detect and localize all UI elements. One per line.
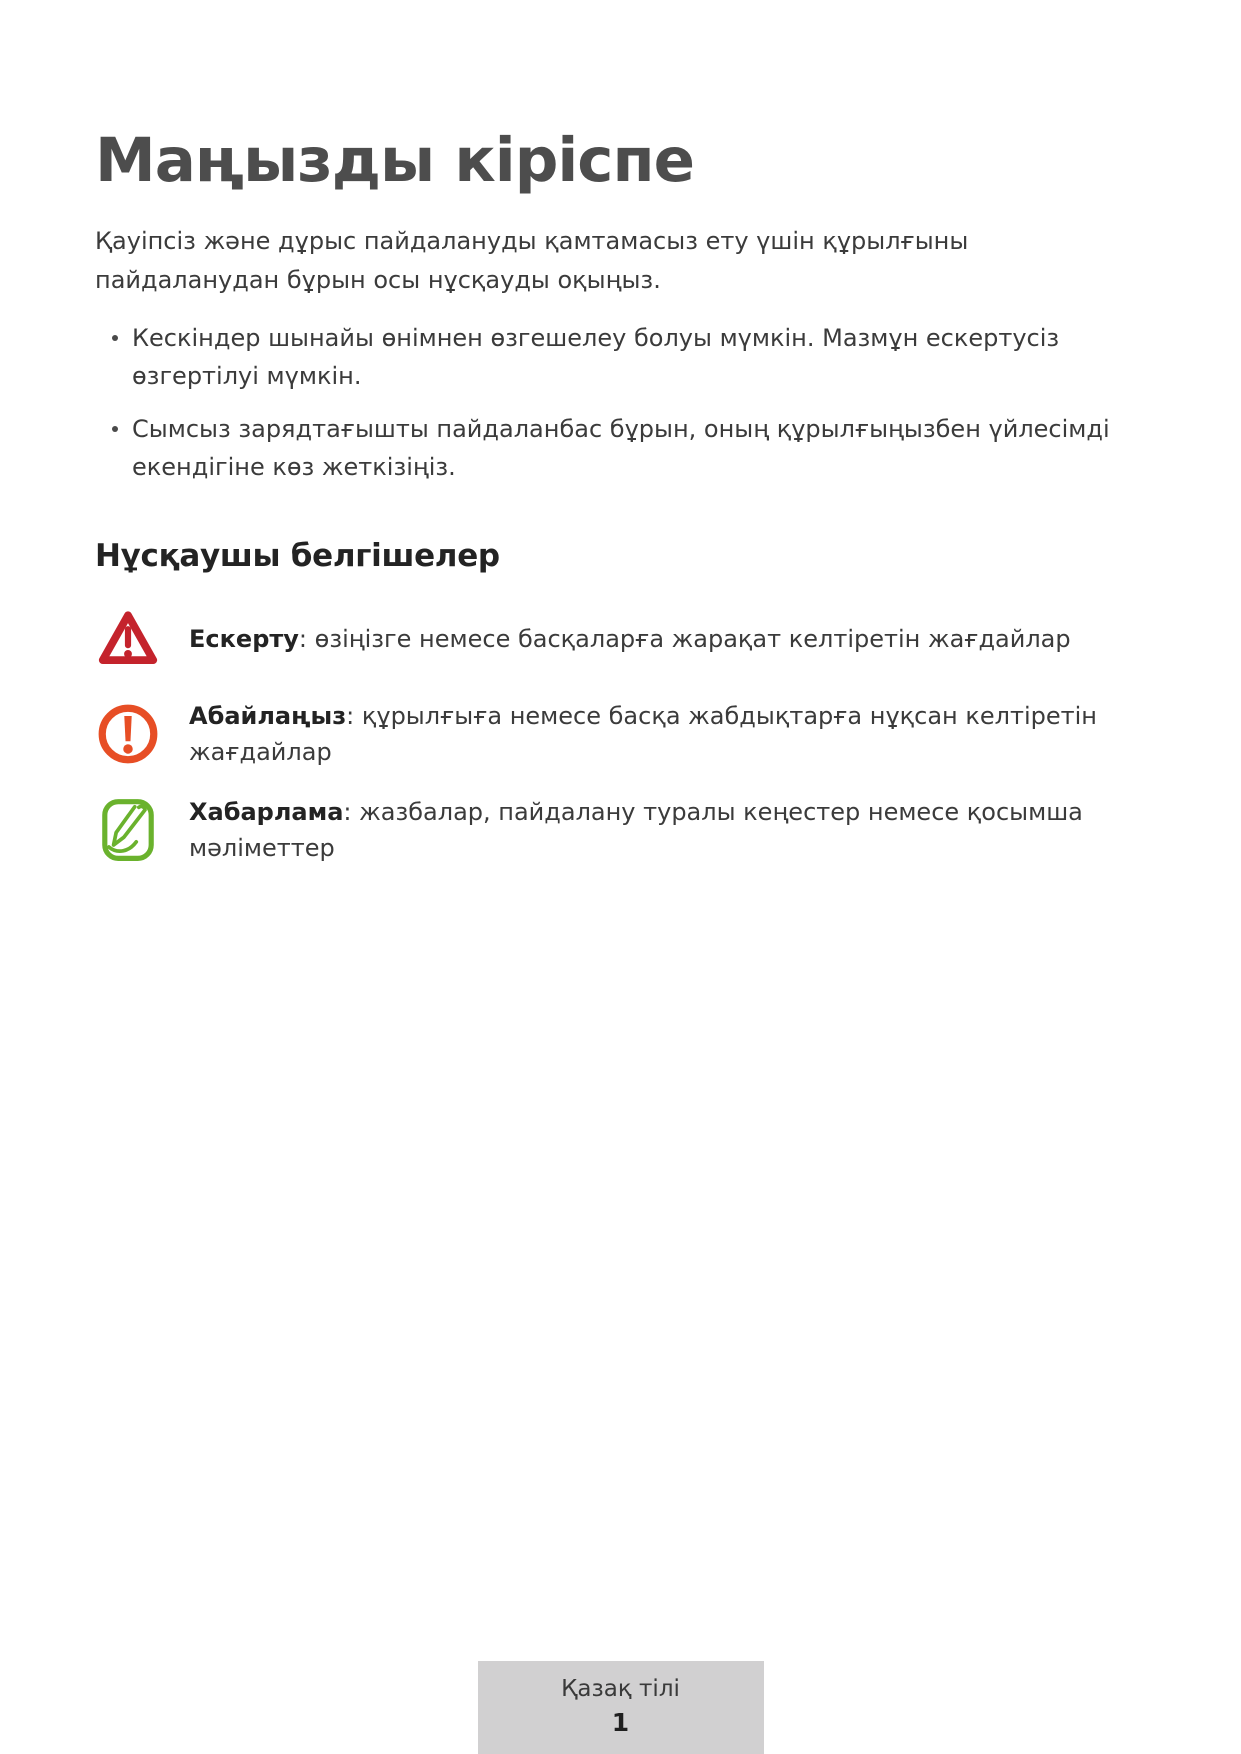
legend-term: Хабарлама — [189, 798, 344, 827]
legend-term: Абайлаңыз — [189, 702, 347, 731]
legend-row-note — [95, 794, 1146, 866]
legend-desc: : өзіңізге немесе басқаларға жарақат келтіретін жағдайлар — [298, 625, 1071, 654]
legend-text — [189, 621, 1071, 657]
legend-term: Ескерту — [189, 625, 299, 654]
notes-list — [95, 319, 1146, 487]
legend-text — [189, 698, 1146, 770]
warning-triangle-icon — [95, 606, 161, 672]
legend-row-caution — [95, 698, 1146, 770]
note-pencil-icon — [95, 797, 161, 863]
intro-paragraph: Қауіпсіз және дұрыс пайдалануды қамтамасыз ету үшін құрылғыны пайдаланудан бұрын осы нұсқауды оқыңыз. — [95, 227, 969, 294]
legend-desc: : құрылғыға немесе басқа жабдықтарға нұқсан келтіретін жағдайлар — [189, 702, 1097, 767]
list-item: Сымсыз зарядтағышты пайдаланбас бұрын, оның құрылғыңызбен үйлесімді екендігіне көз жеткізіңіз. — [95, 410, 1146, 487]
icon-legend — [95, 604, 1146, 866]
footer-page-number: 1 — [611, 1708, 630, 1737]
page-footer — [478, 1661, 764, 1754]
section-heading: Нұсқаушы белгішелер — [95, 538, 500, 575]
list-item: Кескіндер шынайы өнімнен өзгешелеу болуы мүмкін. Мазмұн ескертусіз өзгертілуі мүмкін. — [95, 319, 1146, 396]
caution-circle-icon — [95, 701, 161, 767]
page-content — [0, 0, 1241, 866]
legend-desc: : жазбалар, пайдалану туралы кеңестер немесе қосымша мәліметтер — [189, 798, 1083, 863]
legend-text — [189, 794, 1146, 866]
legend-row-warning — [95, 604, 1146, 674]
page-title: Маңызды кіріспе — [95, 125, 694, 196]
footer-language-label: Қазақ тілі — [561, 1676, 680, 1702]
